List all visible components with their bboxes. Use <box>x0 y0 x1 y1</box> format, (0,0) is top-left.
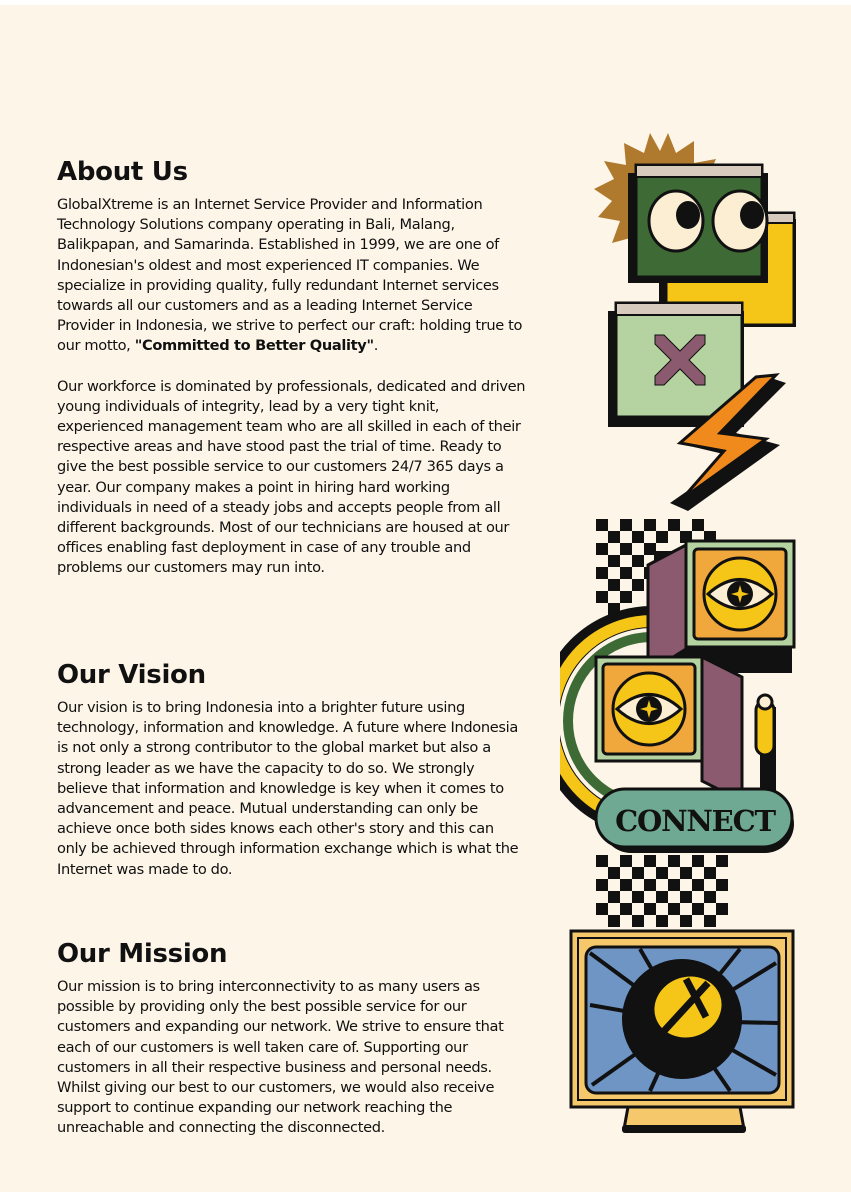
about-paragraph-1-end: . <box>373 337 379 355</box>
about-heading: About Us <box>57 157 188 187</box>
connect-badge <box>596 789 794 853</box>
about-section <box>57 156 527 579</box>
switch-lever-icon <box>756 695 776 797</box>
mission-paragraph: Our mission is to bring interconnectivity to as many users as possible by providing only the best possible service for our customers and expanding our network. We strive to ensure that each of our customers is well taken care of. Supporting our customers in all their respective business and personal needs. Whilst giving our best to our customers, we would also receive support to continue expanding our network reaching the unreachable and connecting the disconnected. <box>57 978 504 1137</box>
vision-section <box>57 659 527 880</box>
about-paragraph-1-text: GlobalXtreme is an Internet Service Provider and Information Technology Solutions company operating in Bali, Malang, Balikpapan, and Samarinda. Established in 1999, we are one of Indonesian's oldest and most experienced IT companies. We specialize in providing quality, fully redundant Internet services towards all our customers and as a leading Internet Service Provider in Indonesia, we strive to perfect our craft: holding true to our motto, <box>57 196 523 355</box>
vision-heading: Our Vision <box>57 660 206 690</box>
mission-section <box>57 938 527 1139</box>
about-paragraph-2: Our workforce is dominated by professionals, dedicated and driven young individuals of integrity, lead by a very tight knit, experienced management team who are all skilled in each of their respective areas and have stood past the trial of time. Ready to give the best possible service to our customers 24/7 365 days a year. Our company makes a point in hiring hard working individuals in need of a steady jobs and accepts people from all different backgrounds. Most of our technicians are housed at our offices enabling fast deployment in case of any trouble and problems our customers may run into. <box>57 377 526 577</box>
decorative-illustration <box>560 125 810 1145</box>
about-paragraph-1 <box>57 195 527 357</box>
page <box>0 5 851 1192</box>
tv-monitor-icon <box>571 931 793 1133</box>
connect-label: CONNECT <box>615 804 775 838</box>
eye-cube-bottom <box>596 657 742 801</box>
vision-paragraph: Our vision is to bring Indonesia into a brighter future using technology, information and knowledge. A future where Indonesia is not only a strong contributor to the global market but also a strong leader as we have the capacity to do so. We strongly believe that information and knowledge is key when it comes to advancement and peace. Mutual understanding can only be achieve once both sides knows each other's story and this can only be achieved through information exchange which is what the Internet was made to do. <box>57 699 519 878</box>
mission-heading: Our Mission <box>57 939 228 969</box>
eye-cube-top <box>648 541 794 673</box>
company-motto: "Committed to Better Quality" <box>134 337 374 355</box>
